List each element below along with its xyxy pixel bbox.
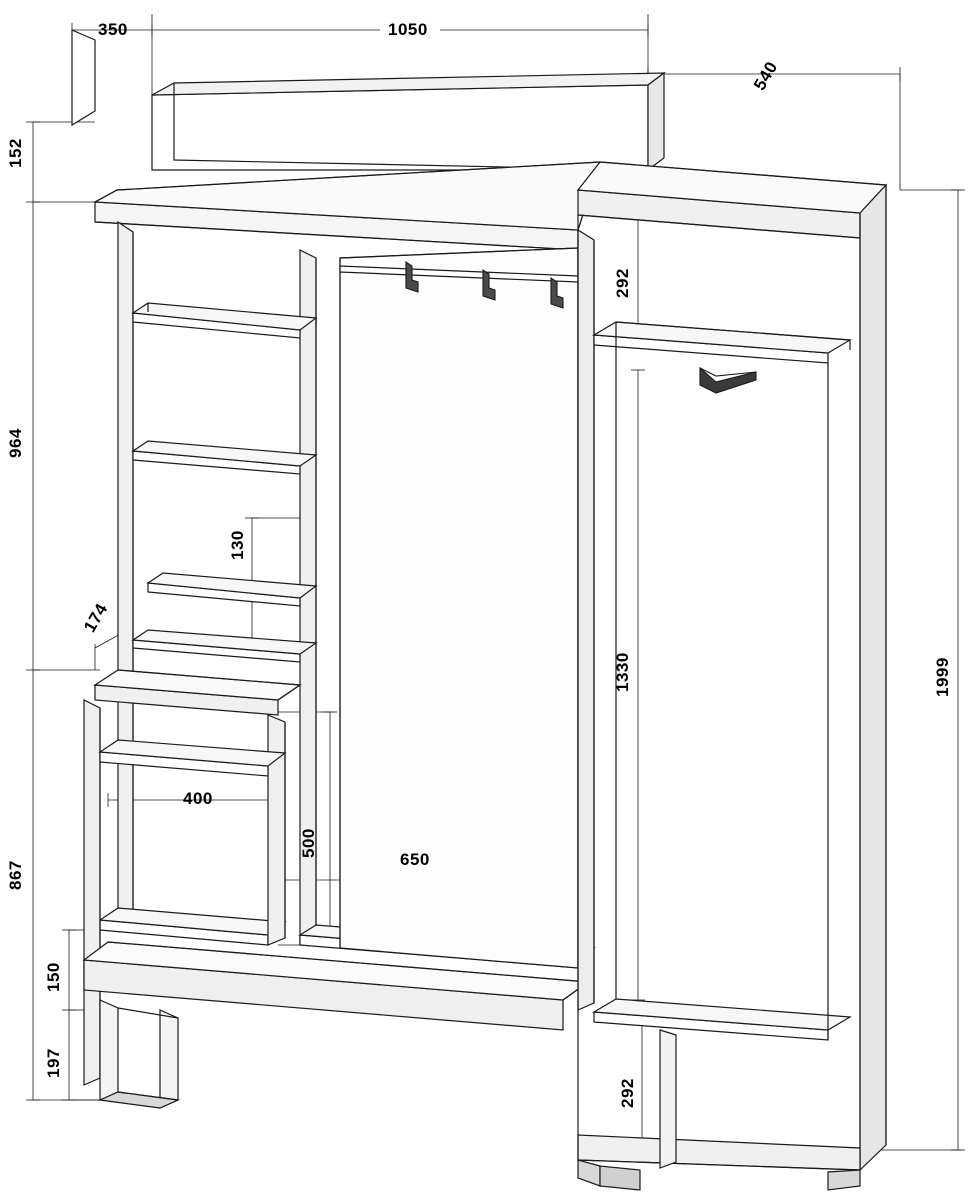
dim-label-drawer-height: 500 bbox=[299, 828, 318, 858]
main-top-shelf bbox=[95, 162, 600, 250]
dim-label-depth-wardrobe: 540 bbox=[750, 58, 782, 94]
dim-label-drawer-width: 400 bbox=[183, 789, 213, 808]
back-top-panel bbox=[152, 73, 664, 170]
dim-label-shelf-offset: 174 bbox=[80, 600, 112, 636]
hanger-rod-bracket bbox=[700, 368, 756, 393]
dim-label-total-height: 1999 bbox=[933, 657, 952, 697]
center-back-panel bbox=[340, 248, 578, 968]
dim-label-depth-left-module: 350 bbox=[98, 20, 128, 39]
dim-label-bench-height: 150 bbox=[44, 962, 63, 992]
bench-leg bbox=[100, 1000, 178, 1108]
dim-label-width-main-module: 1050 bbox=[388, 20, 428, 39]
dim-label-shelf-gap-small: 130 bbox=[228, 530, 247, 560]
dim-label-wardrobe-hanging: 1330 bbox=[613, 652, 632, 692]
dim-label-lower-section: 867 bbox=[6, 860, 25, 890]
dim-label-plinth-height: 197 bbox=[44, 1048, 63, 1078]
dim-label-wardrobe-top-shelf: 292 bbox=[613, 268, 632, 298]
dim-label-upper-section: 964 bbox=[6, 428, 25, 458]
dim-label-wardrobe-bottom: 292 bbox=[618, 1078, 637, 1108]
left-module-outline bbox=[72, 30, 95, 125]
dim-label-bench-width: 650 bbox=[400, 850, 430, 869]
dim-label-top-panel-height: 152 bbox=[6, 138, 25, 168]
wardrobe-left-divider bbox=[578, 230, 594, 1010]
